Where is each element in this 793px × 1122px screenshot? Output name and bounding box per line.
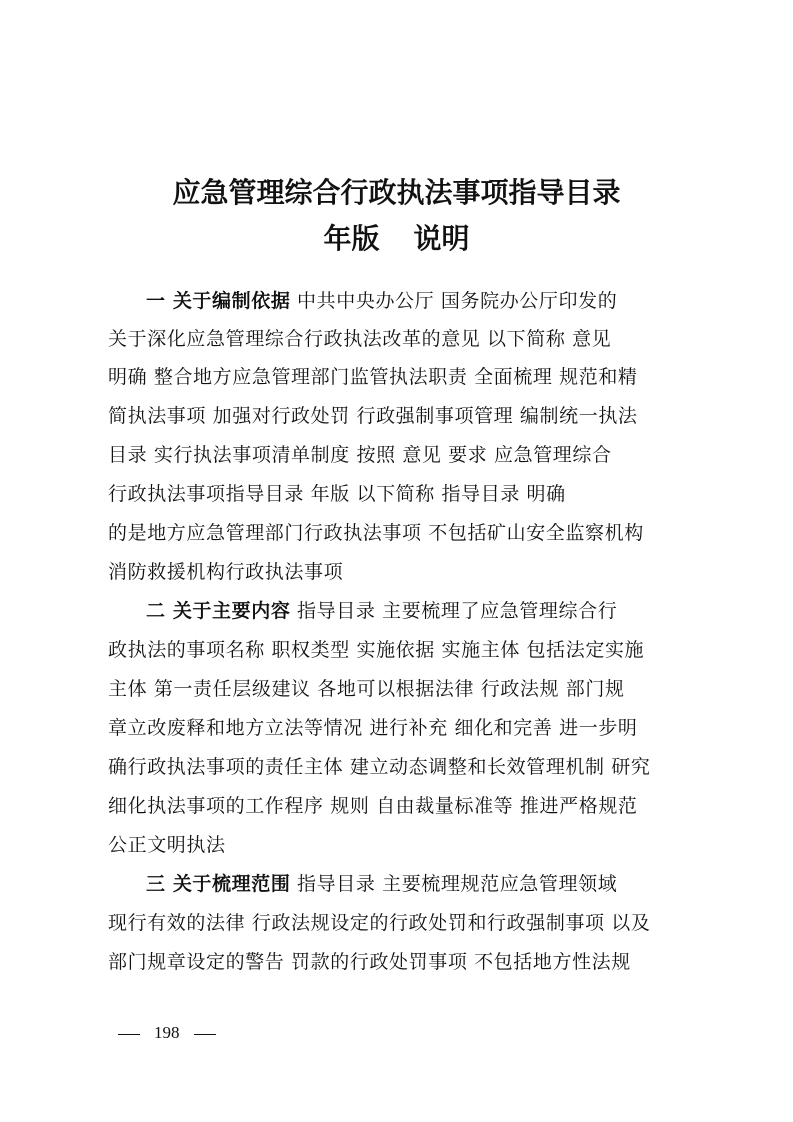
- paragraph-line: 关于深化应急管理综合行政执法改革的意见 以下简称 意见: [108, 328, 612, 350]
- footer-dash-right: [194, 1034, 216, 1035]
- paragraph-line: 主体 第一责任层级建议 各地可以根据法律 行政法规 部门规: [108, 678, 625, 700]
- paragraph-line: [108, 871, 693, 897]
- paragraph-line: 现行有效的法律 行政法规设定的行政处罚和行政强制事项 以及: [108, 912, 651, 934]
- subtitle-explanation: 说明: [413, 222, 470, 255]
- paragraph-line: 细化执法事项的工作程序 规则 自由裁量标准等 推进严格规范: [108, 795, 638, 817]
- paragraph-line: 明确 整合地方应急管理部门监管执法职责 全面梳理 规范和精: [108, 366, 638, 388]
- paragraph-line: 的是地方应急管理部门行政执法事项 不包括矿山安全监察机构: [108, 522, 644, 544]
- paragraph-text: 指导目录 主要梳理了应急管理综合行: [290, 600, 618, 622]
- paragraph-line: 部门规章设定的警告 罚款的行政处罚事项 不包括地方性法规: [108, 951, 631, 973]
- document-subtitle: [0, 222, 793, 256]
- paragraph-line: 消防救援机构行政执法事项: [108, 561, 344, 583]
- paragraph-line: [108, 598, 693, 624]
- paragraph-line: 政执法的事项名称 职权类型 实施依据 实施主体 包括法定实施: [108, 639, 645, 661]
- section-heading-content: 二 关于主要内容: [146, 600, 291, 622]
- footer-dash-left: [118, 1034, 140, 1035]
- paragraph-line: 确行政执法事项的责任主体 建立动态调整和长效管理机制 研究: [108, 756, 651, 778]
- subtitle-year-edition: 年版: [323, 222, 380, 255]
- paragraph-line: 行政执法事项指导目录 年版 以下简称 指导目录 明确: [108, 483, 566, 505]
- section-heading-basis: 一 关于编制依据: [146, 290, 291, 312]
- paragraph-text: 中共中央办公厅 国务院办公厅印发的: [290, 290, 618, 312]
- section-heading-scope: 三 关于梳理范围: [146, 873, 291, 895]
- page-number: 198: [154, 1023, 180, 1042]
- paragraph-line: 简执法事项 加强对行政处罚 行政强制事项管理 编制统一执法: [108, 405, 638, 427]
- paragraph-line: 章立改废释和地方立法等情况 进行补充 细化和完善 进一步明: [108, 717, 638, 739]
- paragraph-line: 目录 实行执法事项清单制度 按照 意见 要求 应急管理综合: [108, 444, 612, 466]
- page-footer: [118, 1022, 216, 1044]
- paragraph-line: 公正文明执法: [108, 834, 226, 856]
- paragraph-line: [108, 288, 693, 314]
- paragraph-text: 指导目录 主要梳理规范应急管理领域: [290, 873, 618, 895]
- document-title: 应急管理综合行政执法事项指导目录: [172, 176, 621, 209]
